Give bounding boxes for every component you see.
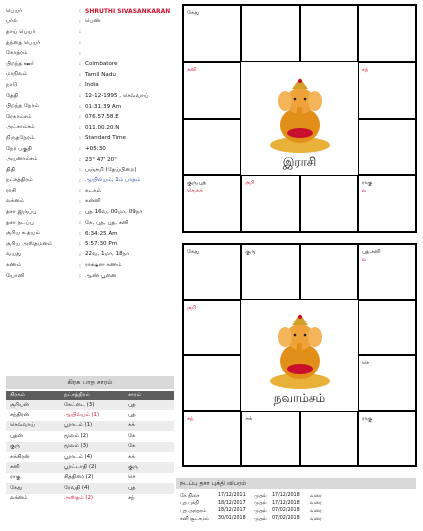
star-cell: கேட்டை (3) bbox=[64, 401, 95, 408]
column-header: சாரம் bbox=[128, 392, 141, 398]
detail-colon: : bbox=[79, 29, 81, 36]
planet-label: சூரி bbox=[245, 180, 255, 187]
from-label: முதல் bbox=[254, 508, 267, 514]
table-row bbox=[176, 515, 416, 523]
detail-label: அயனாம்சம் bbox=[6, 156, 38, 163]
saram-cell: கே bbox=[128, 443, 136, 450]
planet-label: கேது bbox=[187, 249, 199, 255]
detail-label: லக்னம் bbox=[6, 198, 25, 205]
rasi-chart bbox=[182, 4, 417, 233]
detail-value: கே, புத, புத, சனி bbox=[85, 219, 129, 226]
detail-label: தாய் பெயர் bbox=[6, 28, 36, 35]
chart-house bbox=[241, 5, 299, 62]
detail-colon: : bbox=[79, 8, 81, 15]
star-cell: மூலம் (2) bbox=[64, 432, 89, 439]
detail-colon: : bbox=[79, 71, 81, 78]
detail-value: கடகம் bbox=[85, 187, 102, 194]
table-row bbox=[6, 431, 174, 441]
table-row bbox=[6, 452, 174, 462]
period-name: புத அந்தரம் bbox=[180, 508, 207, 514]
start-date: 17/12/2011 bbox=[218, 493, 246, 499]
detail-colon: : bbox=[79, 40, 81, 47]
star-cell: மூலம் (3) bbox=[64, 443, 89, 450]
detail-colon: : bbox=[79, 177, 81, 184]
planet-cell: புதன் bbox=[10, 432, 23, 439]
star-cell: பூராடம் (1) bbox=[64, 422, 93, 429]
chart-house bbox=[183, 119, 241, 176]
detail-label: பால் bbox=[6, 18, 18, 25]
navamsa-center bbox=[241, 300, 358, 411]
detail-colon: : bbox=[79, 146, 81, 153]
until-label: வரை bbox=[310, 508, 322, 514]
column-header: நட்சத்திரம் bbox=[64, 392, 90, 398]
detail-colon: : bbox=[79, 18, 81, 25]
detail-label: யோனி bbox=[6, 272, 25, 279]
ganesha-image bbox=[265, 313, 335, 391]
detail-value: +05:30 bbox=[85, 146, 106, 153]
detail-label: பிறந்த நேரம் bbox=[6, 103, 39, 110]
end-date: 07/02/2018 bbox=[272, 516, 300, 522]
detail-row bbox=[6, 176, 182, 187]
detail-value: பெண் bbox=[85, 18, 101, 25]
detail-colon: : bbox=[79, 188, 81, 195]
detail-row bbox=[6, 91, 182, 102]
graha-padha-saram-table bbox=[6, 391, 174, 504]
detail-label: திதி bbox=[6, 166, 16, 173]
detail-value: 12-12-1995 , செவ்வாய் bbox=[85, 92, 149, 99]
detail-value: 22வ, 1மா, 18நா bbox=[85, 251, 130, 258]
end-date: 17/12/2018 bbox=[272, 493, 300, 499]
chart-house bbox=[183, 5, 241, 62]
table-row bbox=[6, 442, 174, 452]
planet-cell: செவ்வாய் bbox=[10, 422, 35, 429]
detail-row bbox=[6, 133, 182, 144]
star-cell: பூரட்டாதி (2) bbox=[64, 464, 97, 471]
planet-label: சந் bbox=[361, 66, 369, 73]
from-label: முதல் bbox=[254, 501, 267, 507]
dasa-bukthi-table bbox=[176, 492, 416, 522]
detail-colon: : bbox=[79, 93, 81, 100]
detail-value: Coimbatore bbox=[85, 61, 118, 68]
ganesha-image bbox=[265, 77, 335, 155]
chart-house bbox=[358, 62, 416, 119]
detail-row bbox=[6, 123, 182, 134]
chart-house bbox=[183, 300, 241, 356]
detail-label: ராசி bbox=[6, 187, 17, 194]
table-row bbox=[176, 492, 416, 500]
detail-row bbox=[6, 144, 182, 155]
detail-label: சூரிய அஸ்தமனம் bbox=[6, 240, 53, 247]
detail-colon: : bbox=[79, 241, 81, 248]
detail-row bbox=[6, 80, 182, 91]
detail-label: நேர பகுதி bbox=[6, 145, 32, 152]
navamsa-label: நவாம்சம் bbox=[273, 390, 326, 405]
detail-row bbox=[6, 154, 182, 165]
planet-label: சந் bbox=[187, 415, 194, 422]
start-date: 18/12/2017 bbox=[218, 508, 246, 514]
saram-cell: சுக் bbox=[128, 453, 135, 460]
saram-cell: சந் bbox=[128, 495, 135, 502]
planet-label: குரு,புத bbox=[187, 180, 206, 187]
detail-row bbox=[6, 271, 182, 282]
end-date: 07/02/2018 bbox=[272, 508, 300, 514]
planet-cell: சூரியன் bbox=[10, 401, 29, 408]
navamsa-chart bbox=[182, 243, 417, 467]
detail-colon: : bbox=[79, 220, 81, 227]
chart-house bbox=[241, 411, 299, 467]
detail-label: தேதி bbox=[6, 92, 19, 99]
column-header: கிரகம் bbox=[10, 392, 25, 398]
graha-padha-saram-title: கிரக பாத சாரம் bbox=[6, 376, 174, 389]
planet-label: கேது bbox=[187, 10, 199, 16]
rasi-center bbox=[241, 62, 358, 176]
detail-value: 5:57:30 Pm bbox=[85, 241, 118, 248]
detail-value: India bbox=[85, 82, 99, 89]
detail-row bbox=[6, 260, 182, 271]
detail-label: தசா நடப்பு bbox=[6, 219, 34, 226]
detail-row bbox=[6, 59, 182, 70]
detail-colon: : bbox=[79, 230, 81, 237]
period-name: சனி சூட்சமம் bbox=[180, 516, 209, 522]
detail-label: சூரிய உதயம் bbox=[6, 230, 40, 237]
saram-cell: செ bbox=[128, 474, 136, 481]
detail-colon: : bbox=[79, 273, 81, 280]
detail-colon: : bbox=[79, 198, 81, 205]
detail-colon: : bbox=[79, 167, 81, 174]
detail-colon: : bbox=[79, 103, 81, 110]
detail-colon: : bbox=[79, 61, 81, 68]
star-cell: பூராடம் (4) bbox=[64, 453, 93, 460]
chart-house bbox=[358, 300, 416, 356]
saram-cell: கே bbox=[128, 432, 136, 439]
start-date: 30/01/2018 bbox=[218, 516, 246, 522]
table-row bbox=[6, 400, 174, 410]
detail-value: 6:34:25 Am bbox=[85, 230, 118, 237]
start-date: 18/12/2017 bbox=[218, 500, 246, 506]
table-row bbox=[6, 494, 174, 504]
planet-label: ல bbox=[361, 257, 367, 263]
planet-label: செ bbox=[361, 360, 369, 366]
detail-label: வயது bbox=[6, 251, 22, 258]
table-row bbox=[6, 410, 174, 420]
detail-colon: : bbox=[79, 262, 81, 269]
table-row bbox=[6, 462, 174, 472]
chart-house bbox=[358, 355, 416, 411]
planet-cell: ராகு bbox=[10, 474, 21, 481]
detail-label: பிறந்த ஊர் bbox=[6, 60, 34, 67]
detail-label: ரேகாம்சம் bbox=[6, 113, 32, 120]
star-cell: ஆயில்யம் (1) bbox=[64, 412, 100, 419]
detail-colon: : bbox=[79, 114, 81, 121]
detail-label: மாநிலம் bbox=[6, 71, 28, 78]
detail-row bbox=[6, 17, 182, 28]
planet-cell: சந்திரன் bbox=[10, 412, 29, 419]
chart-house bbox=[241, 244, 299, 300]
detail-row bbox=[6, 218, 182, 229]
period-name: புத புக்தி bbox=[180, 501, 199, 507]
detail-row bbox=[6, 250, 182, 261]
detail-label: தந்தை பெயர் bbox=[6, 39, 41, 46]
detail-value: 01:31:39 Am bbox=[85, 103, 122, 110]
table-row bbox=[176, 507, 416, 515]
detail-colon: : bbox=[79, 135, 81, 142]
planet-cell: சுக்கிரன் bbox=[10, 453, 30, 460]
detail-value: Standard Time bbox=[85, 135, 126, 142]
detail-label: கணம் bbox=[6, 262, 22, 269]
detail-label: நாடு bbox=[6, 81, 18, 88]
detail-row bbox=[6, 38, 182, 49]
chart-house bbox=[300, 175, 358, 232]
detail-row bbox=[6, 197, 182, 208]
detail-value: 011.00.20.N bbox=[85, 124, 120, 131]
chart-house bbox=[300, 411, 358, 467]
detail-row bbox=[6, 239, 182, 250]
until-label: வரை bbox=[310, 501, 322, 507]
planet-cell: சனி bbox=[10, 464, 20, 471]
planet-cell: குரு bbox=[10, 443, 20, 450]
detail-row bbox=[6, 186, 182, 197]
table-header bbox=[6, 391, 174, 400]
table-row bbox=[6, 483, 174, 493]
saram-cell: சுக் bbox=[128, 422, 135, 429]
detail-label: பெயர் bbox=[6, 7, 23, 14]
planet-cell: கேது bbox=[10, 484, 22, 491]
detail-label: நிருதநேரம் bbox=[6, 134, 35, 141]
detail-colon: : bbox=[79, 209, 81, 216]
detail-colon: : bbox=[79, 124, 81, 131]
detail-row bbox=[6, 27, 182, 38]
detail-value: SHRUTHI SIVASANKARAN bbox=[85, 7, 171, 15]
detail-value: பஞ்சமி (தேய்பிறை) bbox=[85, 166, 137, 173]
from-label: முதல் bbox=[254, 516, 267, 522]
chart-house bbox=[358, 119, 416, 176]
saram-cell: புத bbox=[128, 412, 136, 419]
chart-house bbox=[358, 244, 416, 300]
detail-label: நட்சத்திரம் bbox=[6, 177, 33, 184]
period-name: கே திசை bbox=[180, 493, 200, 499]
planet-label: ராகு bbox=[361, 180, 373, 187]
detail-value: 23° 47' 20" bbox=[85, 156, 117, 163]
until-label: வரை bbox=[310, 516, 322, 522]
detail-label: அட்சாம்சம் bbox=[6, 124, 35, 131]
star-cell: ரேவதி (4) bbox=[64, 484, 90, 491]
detail-value: Tamil Nadu bbox=[85, 71, 116, 78]
detail-row bbox=[6, 207, 182, 218]
detail-value: ராக்ஷஸ கணம் bbox=[85, 262, 122, 269]
detail-row bbox=[6, 70, 182, 81]
chart-house bbox=[183, 411, 241, 467]
detail-row bbox=[6, 228, 182, 239]
detail-row bbox=[6, 6, 182, 17]
planet-cell: லக்னம் bbox=[10, 495, 28, 502]
detail-row bbox=[6, 48, 182, 59]
detail-colon: : bbox=[79, 251, 81, 258]
planet-label: ராகு bbox=[361, 415, 373, 422]
chart-house bbox=[358, 411, 416, 467]
planet-label: ல bbox=[361, 188, 367, 195]
detail-label: கோத்ரம் bbox=[6, 50, 28, 57]
planet-label: செ,சுக் bbox=[187, 188, 203, 195]
detail-row bbox=[6, 112, 182, 123]
saram-cell: குரு bbox=[128, 464, 138, 471]
planet-label: சூரி bbox=[187, 304, 197, 311]
table-row bbox=[6, 421, 174, 431]
chart-house bbox=[358, 175, 416, 232]
chart-house bbox=[183, 244, 241, 300]
planet-label: சுக் bbox=[245, 415, 253, 422]
from-label: முதல் bbox=[254, 493, 267, 499]
saram-cell: புத bbox=[128, 401, 136, 408]
detail-value: ஆண் பூனை bbox=[85, 272, 117, 279]
detail-colon: : bbox=[79, 82, 81, 89]
until-label: வரை bbox=[310, 493, 322, 499]
star-cell: சித்திரை (2) bbox=[64, 474, 94, 481]
saram-cell: புத bbox=[128, 484, 136, 491]
detail-colon: : bbox=[79, 156, 81, 163]
detail-value: புத 16வ, 00மா, 09நா bbox=[85, 209, 143, 216]
planet-label: சனி bbox=[187, 66, 197, 73]
chart-house bbox=[183, 175, 241, 232]
detail-row bbox=[6, 165, 182, 176]
detail-label: தசா இருப்பு bbox=[6, 209, 37, 216]
detail-value: கன்னி bbox=[85, 198, 101, 205]
birth-details bbox=[6, 6, 182, 281]
planet-label: புத,சனி bbox=[361, 249, 381, 255]
chart-house bbox=[183, 355, 241, 411]
chart-house bbox=[300, 244, 358, 300]
chart-house bbox=[300, 5, 358, 62]
table-row bbox=[6, 473, 174, 483]
detail-value: 076.57.58.E bbox=[85, 114, 119, 121]
rasi-label: இராசி bbox=[282, 155, 317, 170]
dasa-bukthi-title: நடப்பு தசா புக்தி விபரம் bbox=[176, 478, 416, 489]
table-row bbox=[176, 500, 416, 508]
chart-house bbox=[183, 62, 241, 119]
detail-row bbox=[6, 101, 182, 112]
end-date: 17/12/2018 bbox=[272, 500, 300, 506]
chart-house bbox=[241, 175, 299, 232]
chart-house bbox=[358, 5, 416, 62]
planet-label: குரு bbox=[245, 249, 256, 255]
detail-colon: : bbox=[79, 50, 81, 57]
detail-value: ஆயில்யம், 1ம் பாதம் bbox=[85, 177, 141, 184]
star-cell: அஸ்தம் (2) bbox=[64, 495, 93, 502]
